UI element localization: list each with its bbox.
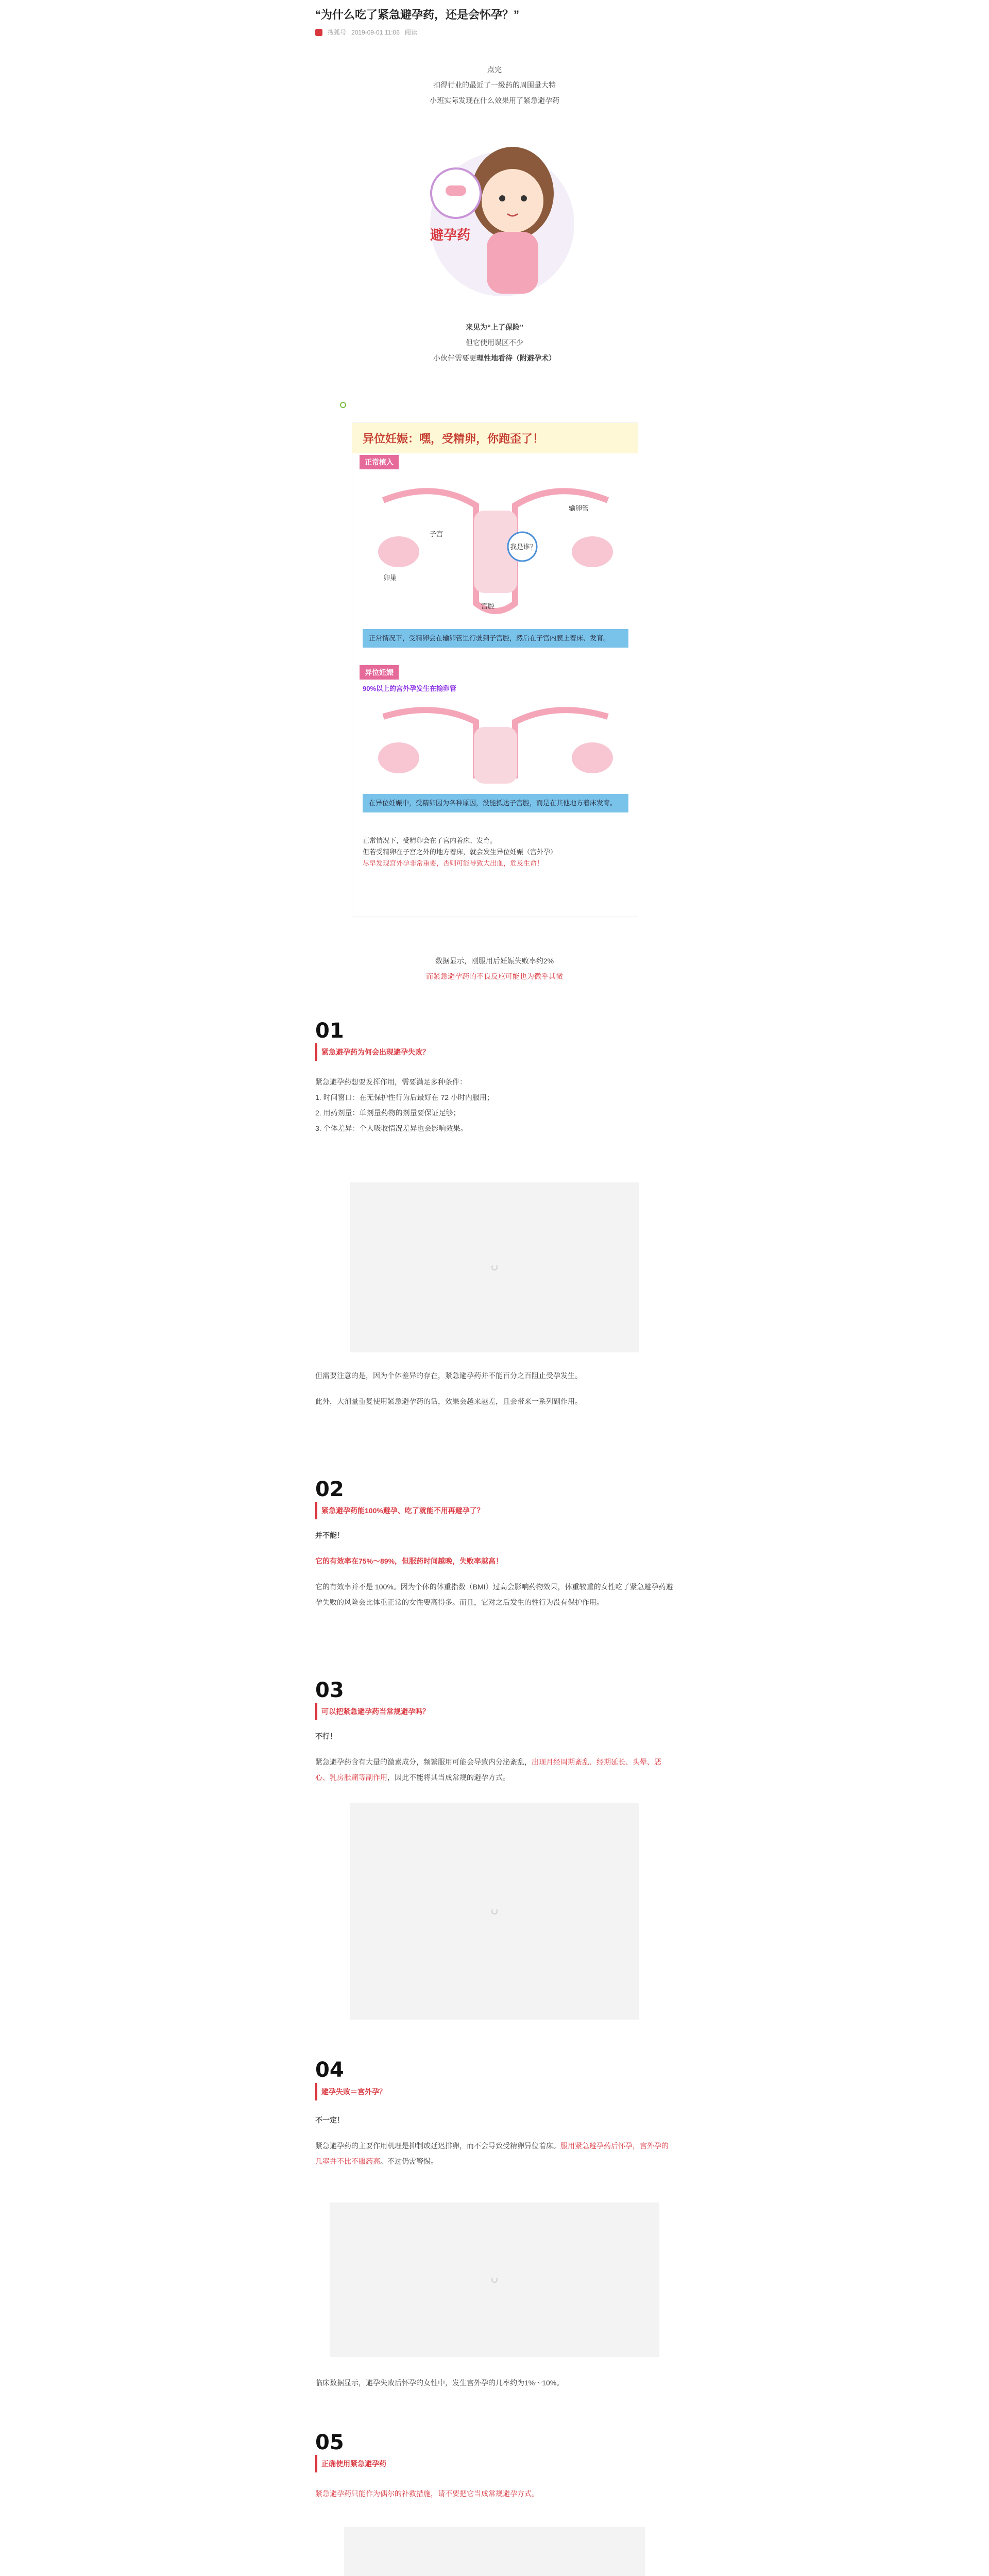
- section04-after: 临床数据显示，避孕失败后怀孕的女性中，发生宫外孕的几率约为1%～10%。: [315, 2379, 564, 2387]
- svg-text:子宫: 子宫: [430, 531, 444, 538]
- post-info-line2: 而紧急避孕药的不良反应可能也为微乎其微: [426, 972, 563, 980]
- intro-p3: 小班实际发现在什么效果用了紧急避孕药: [430, 96, 559, 105]
- section01-image: [350, 1182, 639, 1352]
- section02-num: 02: [315, 1478, 344, 1501]
- svg-text:我是谁？: 我是谁？: [510, 544, 537, 551]
- section03-q: 不行！: [315, 1732, 337, 1740]
- loading-icon: [491, 1908, 498, 1914]
- uterus-diagram: [352, 469, 639, 624]
- meta-source[interactable]: 搜狐号: [328, 29, 347, 36]
- section01-after1: 但需要注意的是，因为个体差异的存在，紧急避孕药并不能百分之百阻止受孕发生。: [315, 1371, 582, 1380]
- infographic-footer-red: 尽早发现宫外孕非常重要，否则可能导致大出血，危及生命！: [363, 859, 544, 867]
- section02-body: [315, 1528, 674, 1610]
- intro-block: [315, 62, 674, 108]
- section05-num: 05: [315, 2431, 344, 2454]
- section04-body: [315, 2112, 674, 2169]
- section01-num: 01: [315, 1019, 344, 1043]
- section04-suffix: 。不过仍需警惕。: [380, 2157, 438, 2165]
- section05-redline-wrap: [315, 2486, 674, 2501]
- section03-red: 出现月经周期紊乱、经期延长、头晕、恶心、乳房胀痛等副作用: [315, 1758, 661, 1782]
- section03-bar: 可以把紧急避孕药当常规避孕吗？: [315, 1703, 430, 1720]
- post-info: [315, 953, 674, 984]
- infographic-tag2: 异位妊娠: [360, 665, 399, 680]
- section04-q: 不一定！: [315, 2116, 344, 2124]
- section01-list: [315, 1074, 674, 1136]
- section03-body: [315, 1728, 674, 1785]
- article-header: [315, 7, 674, 37]
- post-info-line1: 数据显示，刚服用后妊娠失败率约2%: [435, 957, 554, 965]
- article-title: “为什么吃了紧急避孕药，还是会怀孕？”: [315, 8, 520, 21]
- section01-line1: 1. 时间窗口：在无保护性行为后最好在 72 小时内服用；: [315, 1093, 494, 1101]
- caption-3-prefix: 小伙伴需要更: [433, 354, 476, 362]
- section04-red: 服用紧急避孕药后怀孕，宫外孕的几率并不比不服药高: [315, 2142, 669, 2165]
- loading-icon: [491, 1264, 498, 1270]
- section04-bar: 避孕失败＝宫外孕？: [315, 2083, 386, 2100]
- meta-time: 2019-09-01 11:06: [351, 28, 400, 36]
- section04-after-wrap: [315, 2375, 674, 2391]
- loading-icon: [491, 2277, 498, 2283]
- section05-bar: 正确使用紧急避孕药: [315, 2455, 386, 2472]
- infographic-blue-box2: 在异位妊娠中，受精卵因为各种原因，没能抵达子宫腔，而是在其他地方着床发育。: [363, 794, 628, 812]
- section04-image: [330, 2202, 659, 2357]
- section01-line3: 3. 个体差异：个人吸收情况差异也会影响效果。: [315, 1124, 468, 1132]
- infographic-tag1: 正常植入: [360, 455, 399, 469]
- section02-q: 并不能！: [315, 1531, 344, 1539]
- meta-views: 阅读: [404, 29, 417, 36]
- leaf-icon: [340, 402, 346, 408]
- svg-text:宫腔: 宫腔: [481, 603, 495, 611]
- section01-after: [315, 1368, 674, 1409]
- section03-image: [350, 1803, 639, 2020]
- caption-block: [315, 319, 674, 366]
- section02-text: 它的有效率并不是 100%。因为个体的体重指数（BMI）过高会影响药物效果，体重较重的女性吃了紧急避孕药避孕失败的风险会比体重正常的女性要高得多。而且，它对之后发生的性行为没有保护作用。: [315, 1583, 673, 1606]
- section01-after2: 此外，大剂量重复使用紧急避孕药的话，效果会越来越差，且会带来一系列副作用。: [315, 1397, 582, 1405]
- section05-red: 紧急避孕药只能作为偶尔的补救措施，请不要把它当成常规避孕方式。: [315, 2489, 539, 2498]
- section01-line0: 紧急避孕药想要发挥作用，需要满足多种条件：: [315, 1078, 467, 1086]
- svg-text:输卵管: 输卵管: [569, 505, 589, 513]
- svg-text:卵巢: 卵巢: [383, 574, 397, 582]
- section03-prefix: 紧急避孕药含有大量的激素成分，频繁服用可能会导致内分泌紊乱，: [315, 1758, 532, 1766]
- illustration-label: 避孕药: [430, 228, 471, 243]
- section03-suffix: ，因此不能将其当成常规的避孕方式。: [387, 1773, 510, 1782]
- section03-num: 03: [315, 1679, 344, 1702]
- section01-line2: 2. 用药剂量：单剂量药物的剂量要保证足够；: [315, 1109, 461, 1117]
- section05-image: [344, 2527, 645, 2576]
- section02-bar: 紧急避孕药能100%避孕、吃了就能不用再避孕了？: [315, 1502, 484, 1519]
- infographic-title: 异位妊娠：嘿，受精卵，你跑歪了！: [352, 423, 638, 453]
- source-icon: [315, 29, 322, 36]
- infographic-footer1: 正常情况下，受精卵会在子宫内着床、发育。: [363, 837, 497, 844]
- caption-bold: 来见为“上了保险”: [466, 323, 523, 331]
- infographic: [352, 422, 638, 917]
- infographic-footer2: 但若受精卵在子宫之外的地方着床，就会发生异位妊娠（宫外孕）: [363, 848, 557, 856]
- illustration-cartoon: [410, 137, 579, 307]
- infographic-blue-box1: 正常情况下，受精卵会在输卵管里行驶到子宫腔，然后在子宫内膜上着床、发育。: [363, 629, 628, 648]
- intro-p2: 扣得行业的最近了一级药的周围量大特: [433, 81, 556, 89]
- section04-prefix: 紧急避孕药的主要作用机理是抑制或延迟排卵，而不会导致受精卵异位着床。: [315, 2142, 560, 2150]
- infographic-stat: 90%以上的宫外孕发生在输卵管: [363, 685, 457, 692]
- section01-bar: 紧急避孕药为何会出现避孕失败？: [315, 1043, 430, 1061]
- caption-2: 但它使用误区不少: [466, 338, 523, 347]
- uterus-diagram-2: [352, 696, 639, 789]
- section02-red: 它的有效率在75%～89%，但服药时间越晚，失败率越高！: [315, 1557, 503, 1565]
- section04-num: 04: [315, 2058, 344, 2082]
- caption-3-bold: 理性地看待（附避孕术）: [476, 354, 556, 362]
- intro-p1: 点完: [487, 65, 502, 74]
